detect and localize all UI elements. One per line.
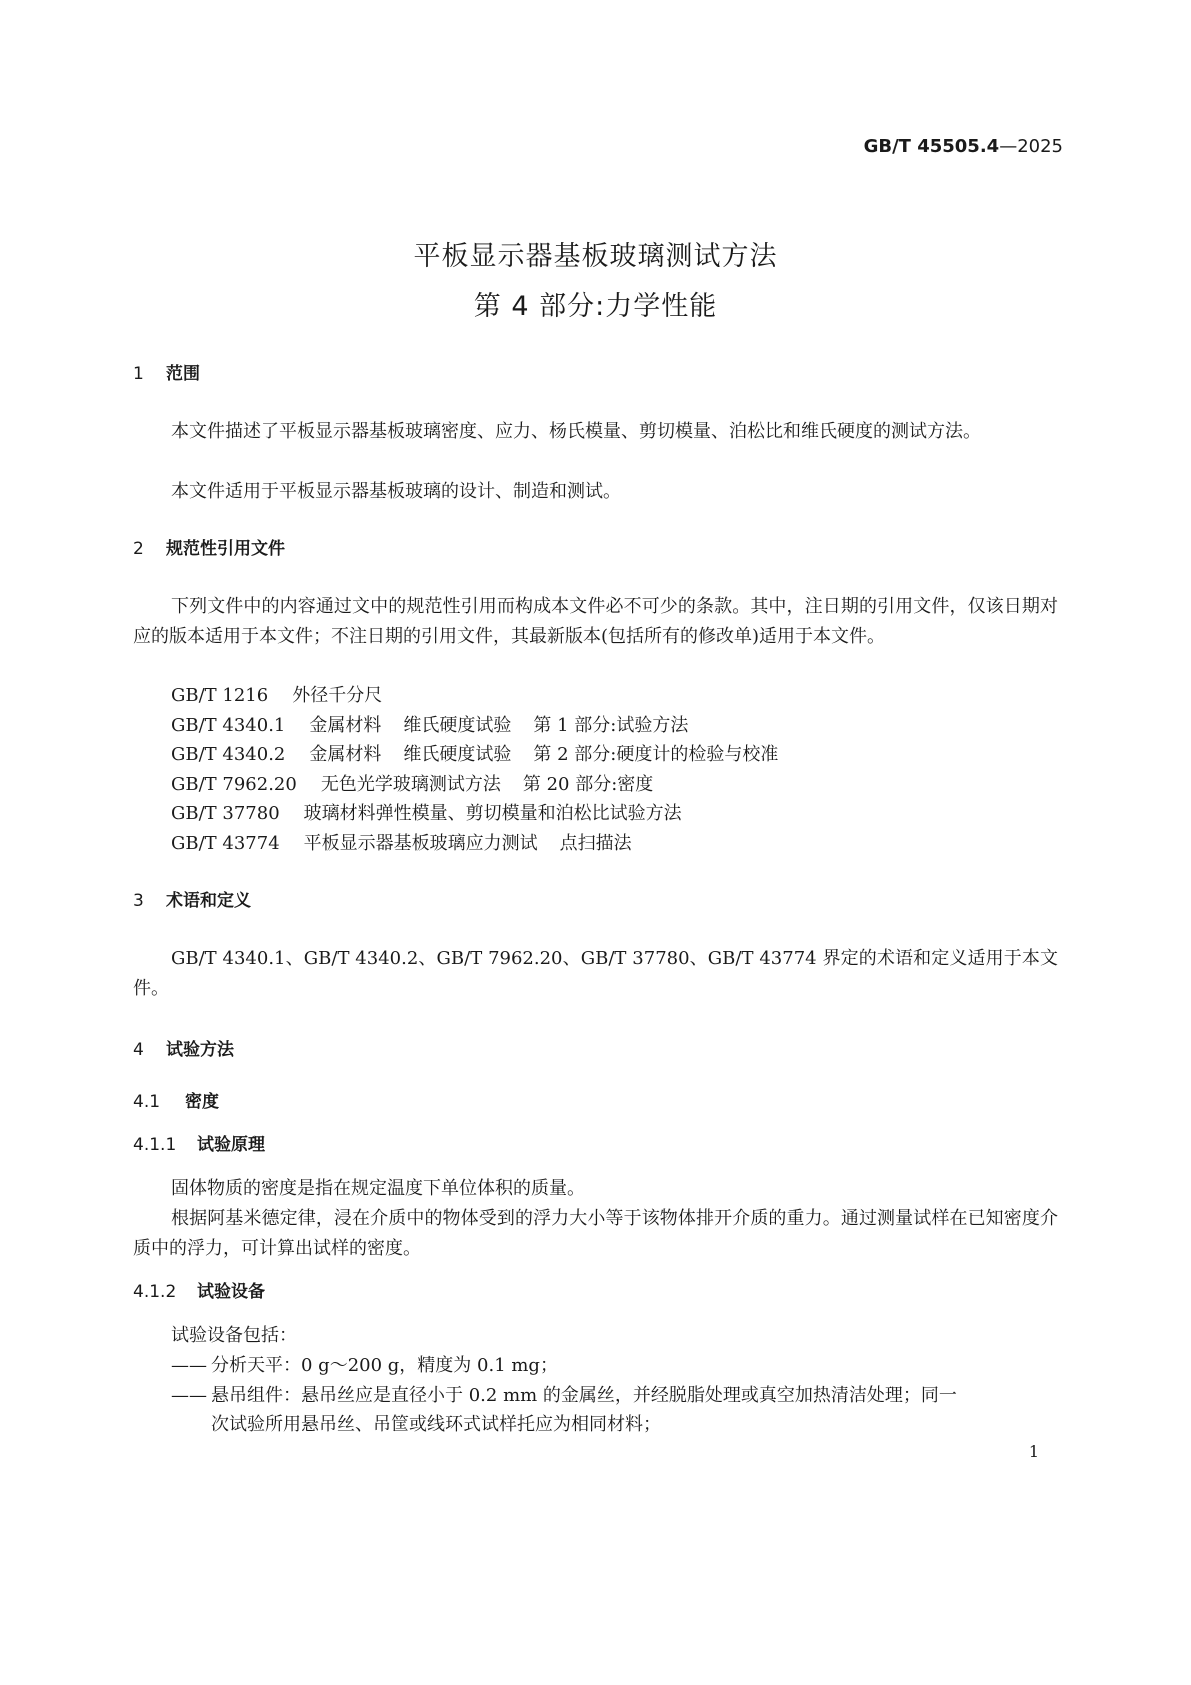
section-number: 4.1	[133, 1092, 161, 1112]
principle-paragraph-2: 根据阿基米德定律，浸在介质中的物体受到的浮力大小等于该物体排开介质的重力。通过测量试样在已知密度介质中的浮力，可计算出试样的密度。	[133, 1208, 1058, 1259]
reference-item	[171, 681, 382, 711]
reference-title: 第 2 部分:硬度计的检验与校准	[533, 744, 779, 765]
section-4-1-1-heading	[133, 1134, 265, 1156]
reference-code: GB/T 43774	[171, 833, 280, 854]
section-number: 3	[133, 891, 144, 911]
standard-number: GB/T 45505.4	[863, 136, 1000, 157]
reference-item	[171, 740, 778, 770]
section-number: 1	[133, 364, 144, 384]
reference-title: 无色光学玻璃测试方法	[320, 774, 501, 795]
reference-title: 外径千分尺	[292, 685, 383, 706]
section-number: 4.1.1	[133, 1135, 177, 1155]
reference-title: 第 1 部分:试验方法	[533, 715, 689, 736]
title-line-1: 平板显示器基板玻璃测试方法	[413, 241, 778, 272]
reference-title: 平板显示器基板玻璃应力测试	[303, 833, 538, 854]
section-title: 规范性引用文件	[166, 539, 285, 559]
reference-title: 金属材料	[309, 715, 382, 736]
list-item-text: 悬吊组件：悬吊丝应是直径小于 0.2 mm 的金属丝，并经脱脂处理或真空加热清洁处理；同一	[211, 1385, 957, 1406]
section-3-heading	[133, 890, 251, 912]
section-2-heading	[133, 538, 285, 560]
reference-title: 第 20 部分:密度	[522, 774, 654, 795]
reference-item	[171, 711, 688, 741]
section-number: 2	[133, 539, 144, 559]
section-number: 4.1.2	[133, 1282, 177, 1302]
equipment-intro: 试验设备包括：	[171, 1325, 297, 1346]
standard-year: —2025	[999, 136, 1063, 157]
section-title: 试验设备	[197, 1282, 265, 1302]
page-number: 1	[1028, 1442, 1039, 1461]
list-item-text: 分析天平：0 g～200 g，精度为 0.1 mg；	[211, 1355, 558, 1376]
reference-title: 金属材料	[309, 744, 382, 765]
principle-paragraph-1: 固体物质的密度是指在规定温度下单位体积的质量。	[171, 1178, 585, 1199]
reference-code: GB/T 7962.20	[171, 774, 297, 795]
reference-code: GB/T 4340.2	[171, 744, 286, 765]
equipment-list-item	[171, 1351, 1058, 1381]
reference-title: 玻璃材料弹性模量、剪切模量和泊松比试验方法	[303, 803, 682, 824]
standard-code	[864, 136, 1063, 157]
list-item-text: 次试验所用悬吊丝、吊筐或线环式试样托应为相同材料；	[211, 1414, 661, 1435]
section-4-1-2-heading	[133, 1281, 265, 1303]
reference-title: 维氏硬度试验	[403, 715, 512, 736]
reference-code: GB/T 37780	[171, 803, 280, 824]
reference-title: 点扫描法	[559, 833, 632, 854]
section-4-1-heading	[133, 1091, 219, 1113]
scope-paragraph-1: 本文件描述了平板显示器基板玻璃密度、应力、杨氏模量、剪切模量、泊松比和维氏硬度的测试方法。	[171, 421, 981, 442]
dash-marker: ——	[171, 1385, 207, 1406]
reference-item	[171, 770, 653, 800]
dash-marker: ——	[171, 1355, 207, 1376]
normative-references-intro: 下列文件中的内容通过文中的规范性引用而构成本文件必不可少的条款。其中，注日期的引用文件，仅该日期对应的版本适用于本文件；不注日期的引用文件，其最新版本(包括所有的修改单)适用于本文件。	[133, 596, 1058, 647]
section-number: 4	[133, 1040, 144, 1060]
scope-paragraph-2: 本文件适用于平板显示器基板玻璃的设计、制造和测试。	[171, 481, 621, 502]
section-title: 试验方法	[166, 1040, 234, 1060]
section-title: 密度	[185, 1092, 219, 1112]
equipment-list-item-continuation	[171, 1410, 1058, 1440]
section-4-heading	[133, 1039, 234, 1061]
section-title: 试验原理	[197, 1135, 265, 1155]
section-title: 术语和定义	[166, 891, 251, 911]
terms-paragraph: GB/T 4340.1、GB/T 4340.2、GB/T 7962.20、GB/T 37780、GB/T 43774 界定的术语和定义适用于本文件。	[133, 948, 1058, 999]
reference-title: 维氏硬度试验	[403, 744, 512, 765]
reference-code: GB/T 1216	[171, 685, 269, 706]
title-line-2: 第 4 部分:力学性能	[473, 291, 718, 322]
section-title: 范围	[166, 364, 200, 384]
document-title	[0, 232, 1191, 332]
reference-code: GB/T 4340.1	[171, 715, 286, 736]
reference-item	[171, 799, 682, 829]
section-1-heading	[133, 363, 200, 385]
equipment-list-item	[171, 1381, 1058, 1411]
reference-item	[171, 829, 632, 859]
